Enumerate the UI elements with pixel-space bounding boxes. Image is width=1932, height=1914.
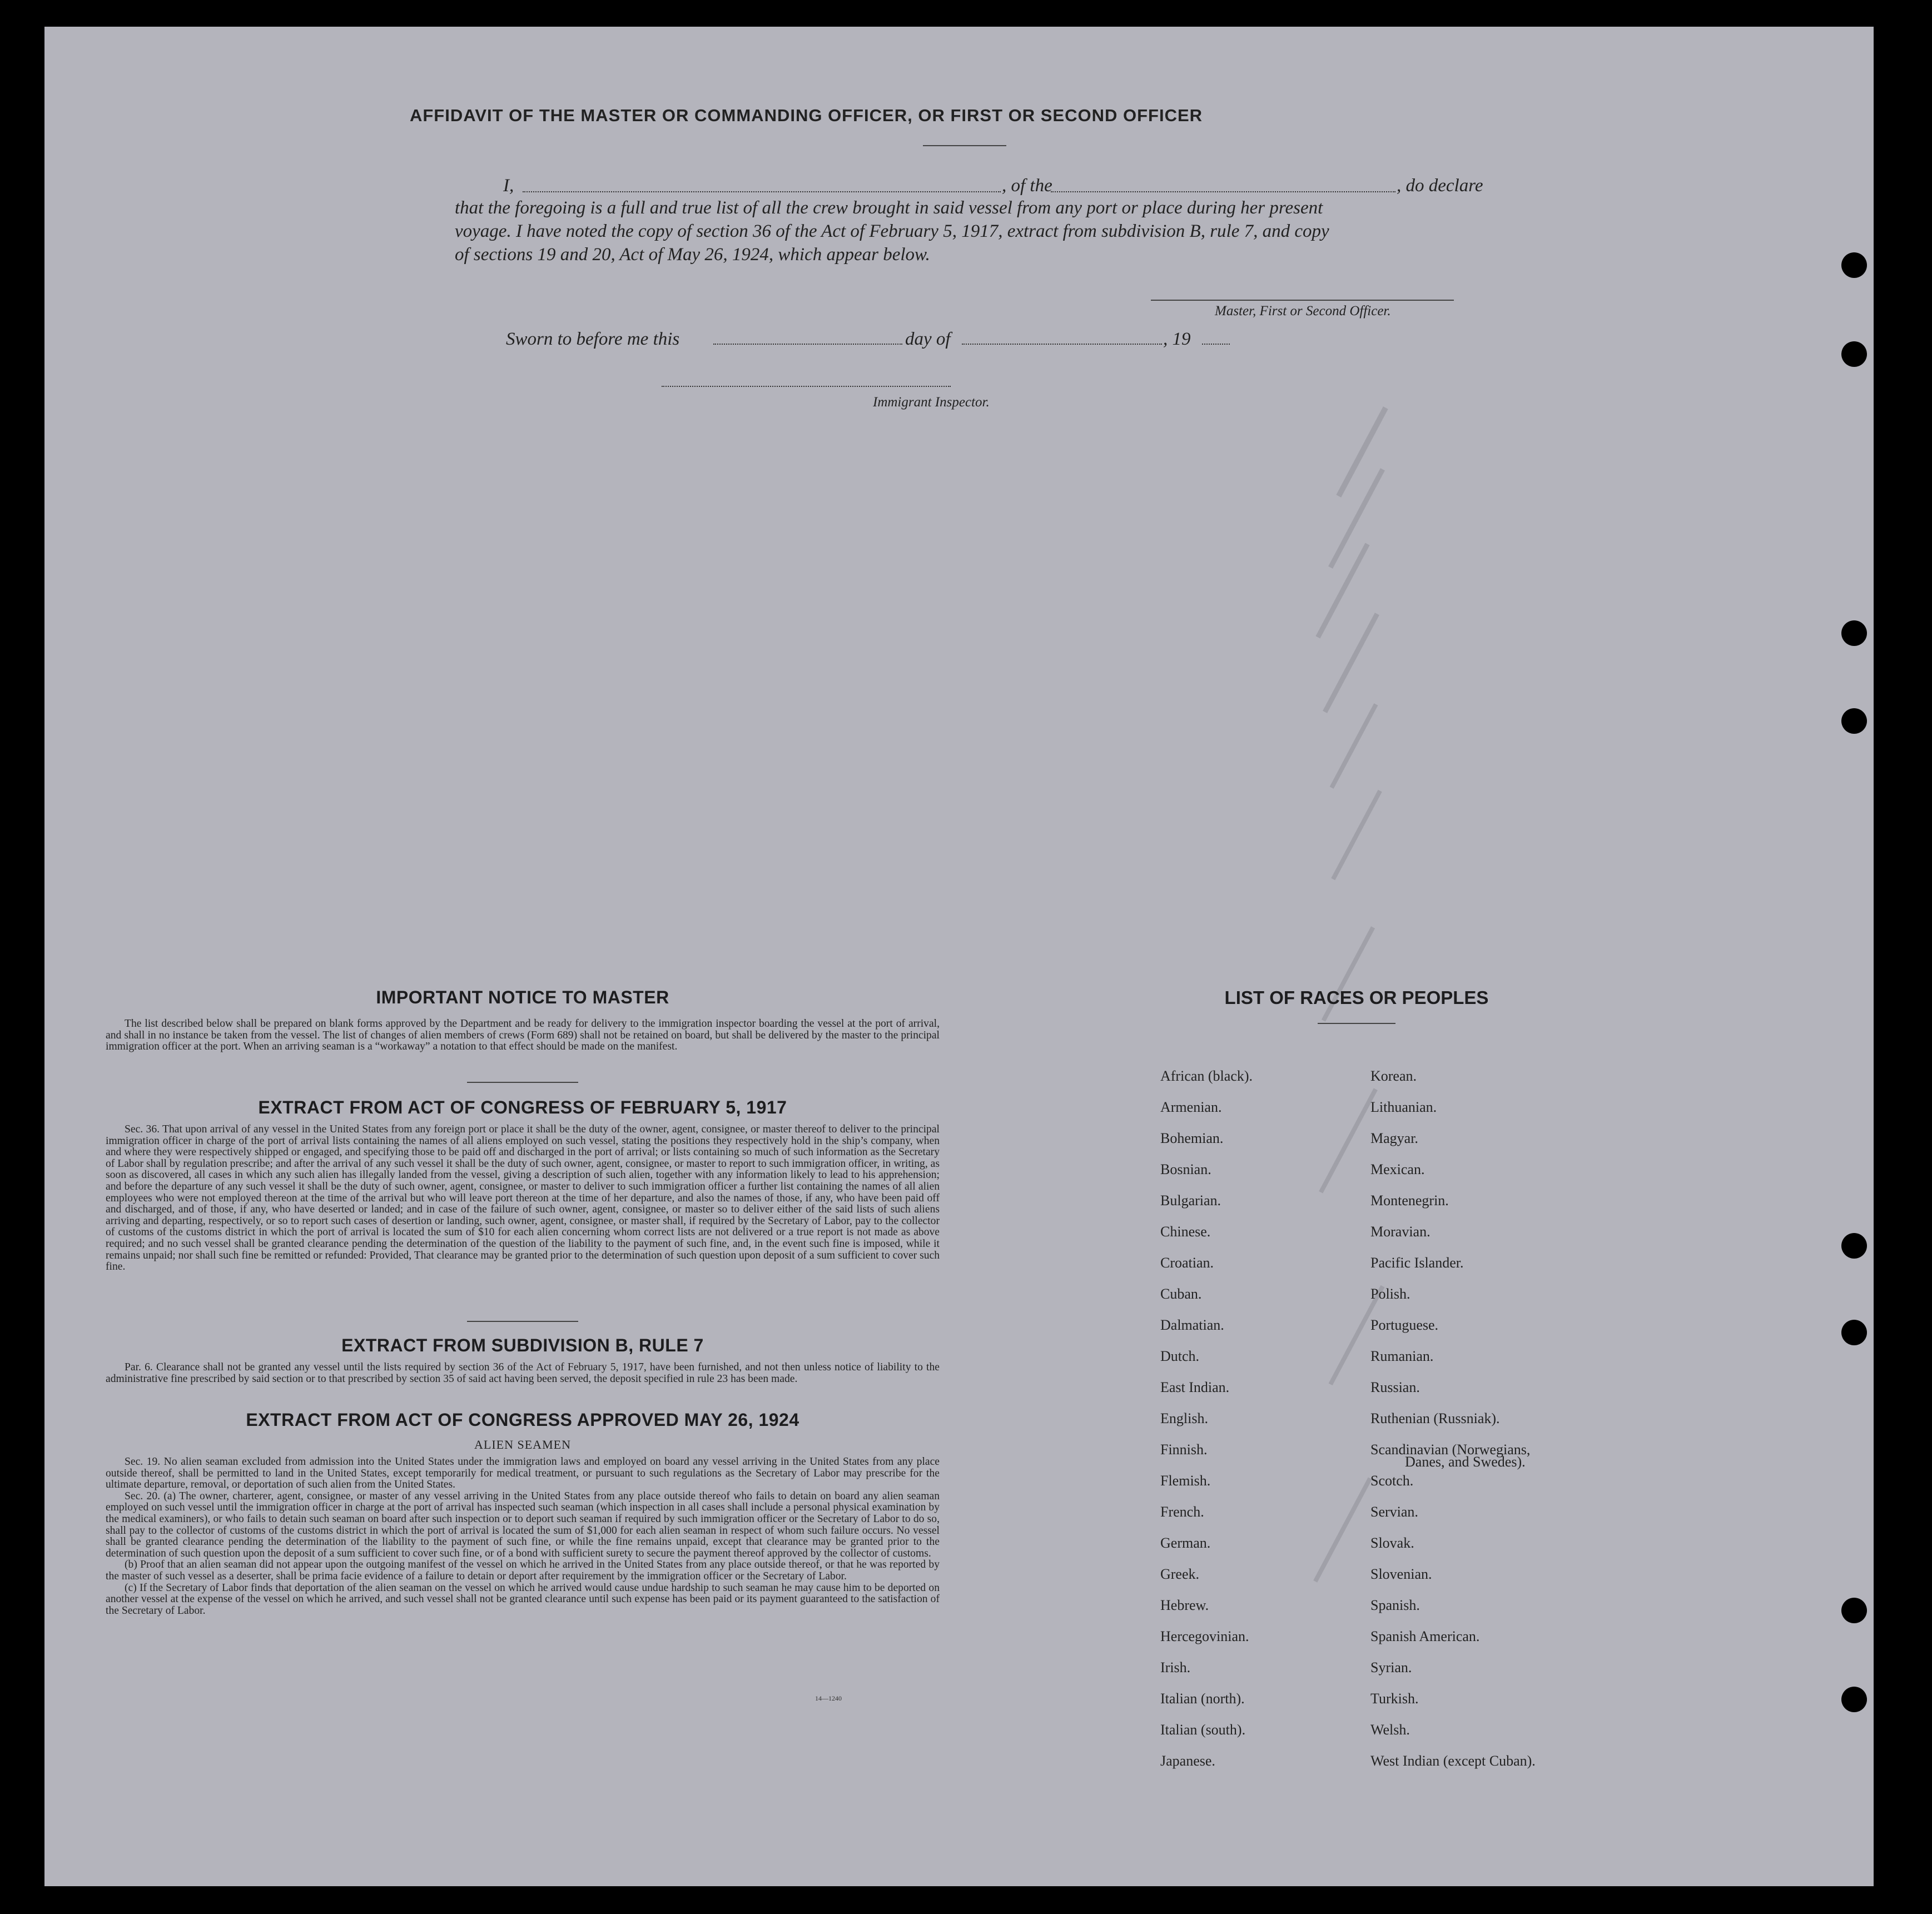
race-item: Bosnian. — [1160, 1161, 1211, 1177]
act-1924-text — [106, 1456, 940, 1617]
race-item: Scotch. — [1370, 1473, 1414, 1489]
race-item: Magyar. — [1370, 1130, 1418, 1146]
sec-20a-paragraph: Sec. 20. (a) The owner, charterer, agent, consignee, or master of any vessel arriving in the United States from any place outside thereof who fails to detain on board any alien seaman employed on such vessel until the immigration officer in charge at the port of arrival has inspected such seaman (which inspection in all cases shall include a personal physical examination by the medical examiners), or who fails to detain such seaman on board after such inspection or to deport such seaman if required by such immigration officer or the Secretary of Labor to do so, shall pay to the collector of customs of the customs district in which the port of arrival is located the sum of $1,000 for each alien seaman in respect of whom such failure occurs. No vessel shall be granted clearance pending the determination of the liability to the payment of such fine, or while the fine remains unpaid, except that clearance may be granted prior to the determination of such question upon the deposit of a sum sufficient to cover such fine, or of a bond with sufficient surety to secure the payment thereof approved by the collector of customs. — [106, 1490, 940, 1559]
sec-20c-paragraph: (c) If the Secretary of Labor finds that deportation of the alien seaman on the vessel on which he arrived would cause undue hardship to such seaman he may cause him to be deported on another vessel at the expense of the vessel on which he arrived, and such vessel shall not be granted clearance until such expense has been paid or its payment guaranteed to the satisfaction of the Secretary of Labor. — [106, 1582, 940, 1617]
race-item: Italian (north). — [1160, 1691, 1245, 1707]
race-item: Russian. — [1370, 1379, 1420, 1395]
document-sheet — [44, 27, 1874, 1886]
race-item: Rumanian. — [1370, 1348, 1434, 1364]
race-item: Chinese. — [1160, 1224, 1211, 1240]
race-item: Scandinavian (Norwegians, — [1370, 1441, 1531, 1458]
race-item: Croatian. — [1160, 1255, 1214, 1271]
affidavit-do-declare: , do declare — [1397, 176, 1483, 196]
race-item: Finnish. — [1160, 1441, 1208, 1458]
race-item: Spanish American. — [1370, 1628, 1480, 1644]
race-item: Irish. — [1160, 1659, 1191, 1676]
affidavit-of-the: , of the — [1002, 176, 1052, 196]
race-item-continuation: Danes, and Swedes). — [1405, 1454, 1526, 1470]
race-item: Lithuanian. — [1370, 1099, 1437, 1115]
race-item: Ruthenian (Russniak). — [1370, 1410, 1500, 1426]
master-signature-line — [1151, 300, 1454, 301]
notice-title: IMPORTANT NOTICE TO MASTER — [376, 987, 669, 1007]
race-item: Greek. — [1160, 1566, 1200, 1582]
race-item: Flemish. — [1160, 1473, 1211, 1489]
race-item: Bulgarian. — [1160, 1192, 1221, 1209]
races-divider — [1318, 1023, 1395, 1024]
inspector-signature-line — [662, 386, 951, 387]
punch-hole — [1841, 1598, 1867, 1623]
sec-36-paragraph: Sec. 36. That upon arrival of any vessel in the United States from any foreign port or place it shall be the duty of the owner, agent, consignee, or master thereof to deliver to the principal immigration officer in charge of the port of arrival lists containing the names of all aliens employed on such vessel, stating the positions they respectively hold in the ship’s company, when and where they were respectively shipped or engaged, and specifying those to be paid off and discharged in the port of arrival; or lists containing so much of such information as the Secretary of Labor shall by regulation prescribe; and after the arrival of any such vessel it shall be the duty of such owner, agent, consignee, or master to report to such immigration officer, in writing, as soon as discovered, all cases in which any such alien has illegally landed from the vessel, giving a description of such alien, together with any information likely to lead to his apprehension; and before the departure of any such vessel it shall be the duty of such owner, agent, consignee, or master to deliver to such immigration officer a further list containing the names of all alien employees who were not employed thereon at the time of the arrival but who will leave port thereon at the time of her departure, and also the names of those, if any, who have been paid off and discharged, and of those, if any, who have deserted or landed; and in case of the failure of such owner, agent, consignee, or master so to deliver either of the said lists of such aliens arriving and departing, respectively, or so to report such cases of desertion or landing, such owner, agent, consignee, or master shall, if required by the Secretary of Labor, pay to the collector of customs of the customs district in which the port of arrival is located the sum of $10 for each alien concerning whom correct lists are not delivered or a true report is not made as above required; and no such vessel shall be granted clearance pending the determination of the question of the liability to the payment of such fine, and, in the event such fine is imposed, while it remains unpaid; nor shall such fine be remitted or refunded: Provided, That clearance may be granted prior to the determination of such question upon deposit of a sum sufficient to cover such fine. — [106, 1123, 940, 1273]
race-item: Syrian. — [1370, 1659, 1412, 1676]
race-item: Italian (south). — [1160, 1722, 1246, 1738]
inspector-caption: Immigrant Inspector. — [873, 395, 990, 410]
rule-7-title: EXTRACT FROM SUBDIVISION B, RULE 7 — [341, 1335, 704, 1355]
master-caption: Master, First or Second Officer. — [1215, 304, 1391, 319]
race-item: West Indian (except Cuban). — [1370, 1753, 1536, 1769]
punch-hole — [1841, 341, 1867, 367]
race-item: Mexican. — [1370, 1161, 1425, 1177]
race-item: Japanese. — [1160, 1753, 1215, 1769]
sworn-year-blank — [1202, 344, 1230, 345]
act-1924-title: EXTRACT FROM ACT OF CONGRESS APPROVED MAY 26, 1924 — [246, 1410, 799, 1430]
act-1917-title: EXTRACT FROM ACT OF CONGRESS OF FEBRUARY 5, 1917 — [258, 1097, 787, 1117]
punch-hole — [1841, 1687, 1867, 1712]
sec-19-paragraph: Sec. 19. No alien seaman excluded from admission into the United States under the immigration laws and employed on board any vessel arriving in the United States from any place outside thereof, shall be permitted to land in the United States, except temporarily for medical treatment, or pursuant to such regulations as the Secretary of Labor may prescribe for the ultimate departure, removal, or deportation of such alien from the United States. — [106, 1456, 940, 1491]
title-divider — [923, 145, 1006, 146]
affidavit-i: I, — [503, 176, 514, 196]
race-item: Moravian. — [1370, 1224, 1431, 1240]
race-item: East Indian. — [1160, 1379, 1230, 1395]
race-item: Montenegrin. — [1370, 1192, 1449, 1209]
race-item: Slovenian. — [1370, 1566, 1432, 1582]
section-divider — [467, 1321, 578, 1322]
act-1917-text — [106, 1124, 940, 1273]
section-divider — [467, 1082, 578, 1083]
race-item: Portuguese. — [1370, 1317, 1439, 1333]
sec-20b-paragraph: (b) Proof that an alien seaman did not appear upon the outgoing manifest of the vessel on which he arrived in the United States from any place outside thereof, or that he was reported by the master of such vessel as a deserter, shall be prima facie evidence of a failure to detain or deport after requirement by the immigration officer or the Secretary of Labor. — [106, 1559, 940, 1582]
rule-7-text — [106, 1362, 940, 1385]
race-item: Turkish. — [1370, 1691, 1419, 1707]
alien-seamen-subtitle: ALIEN SEAMEN — [474, 1438, 571, 1451]
form-number: 14—1240 — [815, 1694, 842, 1702]
race-item: Pacific Islander. — [1370, 1255, 1464, 1271]
race-item: Servian. — [1370, 1504, 1418, 1520]
name-blank — [523, 191, 1001, 192]
race-item: Hercegovinian. — [1160, 1628, 1249, 1644]
punch-hole — [1841, 1320, 1867, 1345]
notice-text — [106, 1018, 940, 1053]
race-item: English. — [1160, 1410, 1208, 1426]
par-6-paragraph: Par. 6. Clearance shall not be granted any vessel until the lists required by section 36 of the Act of February 5, 1917, have been furnished, and not then unless notice of liability to the administrative fine prescribed by said section or to that prescribed by section 35 of said act having been served, the deposit specified in rule 23 has been made. — [106, 1361, 940, 1385]
race-item: African (black). — [1160, 1068, 1253, 1084]
race-item: Bohemian. — [1160, 1130, 1224, 1146]
notice-paragraph: The list described below shall be prepared on blank forms approved by the Department and be ready for delivery to the immigration inspector boarding the vessel at the port of arrival, and shall in no instance be taken from the vessel. The list of changes of alien members of crews (Form 689) shall not be retained on board, but shall be delivered by the master to the principal immigration officer at the port. When an arriving seaman is a “workaway” a notation to that effect should be made on the manifest. — [106, 1018, 940, 1053]
affidavit-title: AFFIDAVIT OF THE MASTER OR COMMANDING OFFICER, OR FIRST OR SECOND OFFICER — [409, 106, 1203, 125]
punch-hole — [1841, 252, 1867, 278]
punch-hole — [1841, 620, 1867, 646]
sworn-day-blank — [713, 344, 902, 345]
race-item: Dalmatian. — [1160, 1317, 1224, 1333]
punch-hole — [1841, 708, 1867, 734]
affidavit-line-4: of sections 19 and 20, Act of May 26, 1924, which appear below. — [455, 245, 930, 265]
race-item: Dutch. — [1160, 1348, 1200, 1364]
race-item: French. — [1160, 1504, 1204, 1520]
race-item: Spanish. — [1370, 1597, 1420, 1613]
punch-hole — [1841, 1233, 1867, 1259]
race-item: Hebrew. — [1160, 1597, 1209, 1613]
sworn-text: Sworn to before me this — [506, 329, 680, 349]
race-item: Slovak. — [1370, 1535, 1414, 1551]
affidavit-line-3: voyage. I have noted the copy of section 36 of the Act of February 5, 1917, extract from subdivision B, rule 7, and copy — [455, 221, 1329, 241]
race-item: Polish. — [1370, 1286, 1410, 1302]
race-item: Welsh. — [1370, 1722, 1410, 1738]
races-title: LIST OF RACES OR PEOPLES — [1224, 987, 1489, 1008]
affidavit-line-2: that the foregoing is a full and true list of all the crew brought in said vessel from any port or place during her present — [455, 198, 1323, 218]
vessel-blank — [1051, 191, 1395, 192]
race-item: German. — [1160, 1535, 1211, 1551]
race-item: Armenian. — [1160, 1099, 1222, 1115]
sworn-month-blank — [962, 344, 1162, 345]
sworn-day-of: day of — [905, 329, 951, 349]
sworn-year: , 19 — [1163, 329, 1191, 349]
race-item: Korean. — [1370, 1068, 1417, 1084]
race-item: Cuban. — [1160, 1286, 1202, 1302]
